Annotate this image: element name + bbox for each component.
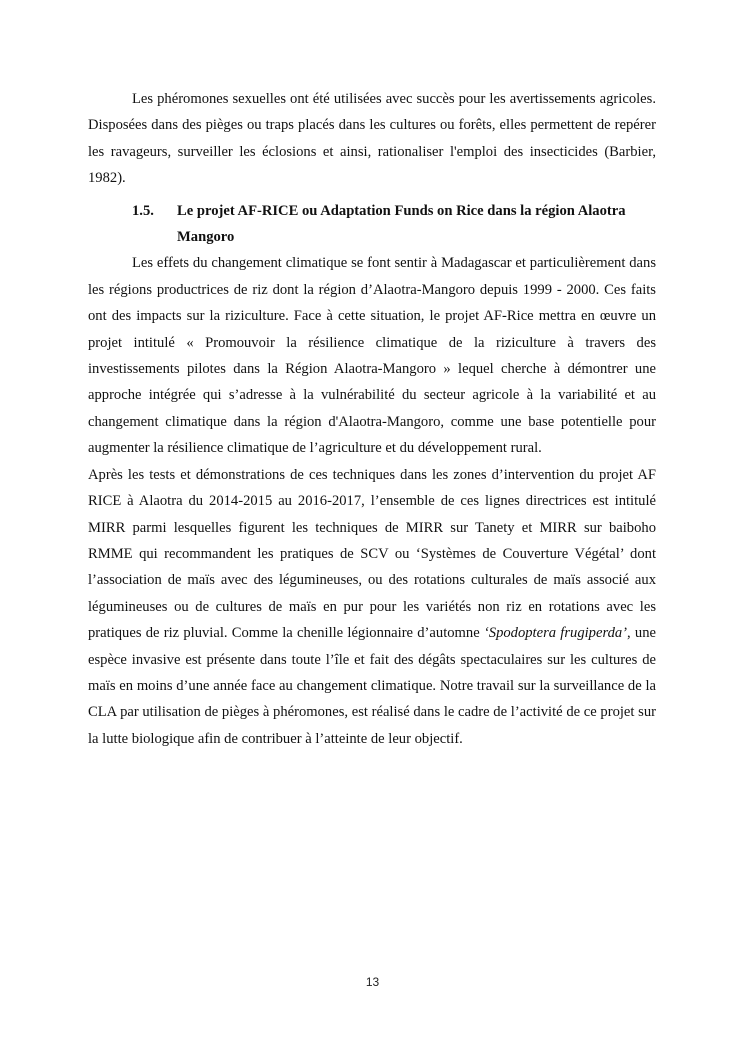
section-heading [132, 198, 656, 251]
section-number: 1.5. [132, 202, 154, 219]
section-title: Le projet AF-RICE ou Adaptation Funds on Rice dans la région Alaotra Mangoro [177, 202, 626, 246]
paragraph-pheromones: Les phéromones sexuelles ont été utilisées avec succès pour les avertissements agricoles. Disposées dans des pièges ou traps placés dans les cultures ou forêts, elles permettent de repérer les ravageurs, surveiller les éclosions et ainsi, rationaliser l'emploi des insecticides (Barbier, 1982). [88, 91, 656, 187]
document-page [88, 86, 656, 752]
paragraph-climate-change: Les effets du changement climatique se font sentir à Madagascar et particulièrement dans les régions productrices de riz dont la région d’Alaotra-Mangoro depuis 1999 - 2000. Ces faits ont des impacts sur la riziculture. Face à cette situation, le projet AF-Rice mettra en œuvre un projet intitulé « Promouvoir la résilience climatique de la riziculture à travers des investissements pilotes dans la Région Alaotra-Mangoro » lequel cherche à démontrer une approche intégrée qui s’adresse à la vulnérabilité du secteur agricole à la variabilité et au changement climatique dans la région d'Alaotra-Mangoro, comme une base potentielle pour augmenter la résilience climatique de l’agriculture et du développement rural. [88, 255, 656, 457]
paragraph-mirr-text-part1: Après les tests et démonstrations de ces techniques dans les zones d’intervention du projet AF RICE à Alaotra du 2014-2015 au 2016-2017, l’ensemble de ces lignes directrices est intitulé MIRR parmi lesquelles figurent les techniques de MIRR sur Tanety et MIRR sur baiboho RMME qui recommandent les pratiques de SCV ou ‘Systèmes de Couverture Végétal’ dont l’association de maïs avec des légumineuses, ou des rotations culturales de maïs associé aux légumineuses ou de cultures de maïs en pur pour les variétés non riz en rotations avec les pratiques de riz pluvial. Comme la chenille légionnaire d’automne [88, 466, 656, 642]
paragraph-mirr-text-part2: , une espèce invasive est présente dans toute l’île et fait des dégâts spectaculaires sur les cultures de maïs en moins d’une année face au changement climatique. Notre travail sur la surveillance de la CLA par utilisation de pièges à phéromones, est réalisé dans le cadre de l’activité de ce projet sur la lutte biologique afin de contribuer à l’atteinte de leur objectif. [88, 625, 656, 747]
species-name: ‘Spodoptera frugiperda’ [483, 625, 628, 642]
paragraph-mirr-techniques [88, 462, 656, 752]
page-number: 13 [365, 975, 380, 989]
